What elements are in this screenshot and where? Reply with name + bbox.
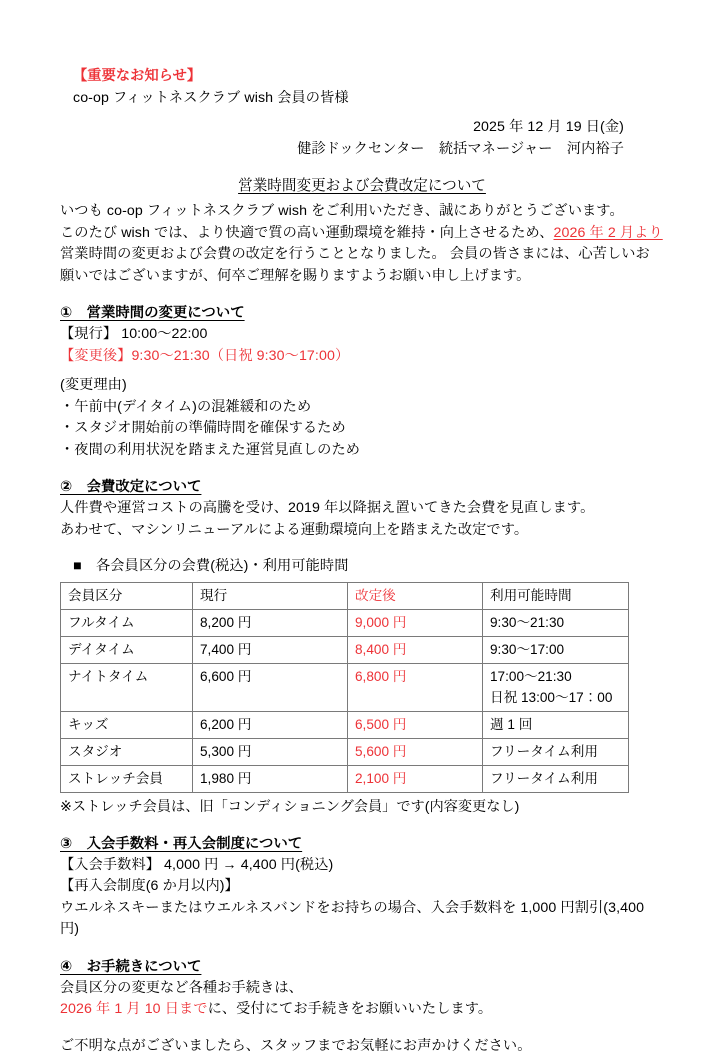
document-title-text: 営業時間変更および会費改定について [238, 178, 486, 194]
intro-part-a: このたび wish では、より快適で質の高い運動環境を維持・向上させるため、 [60, 225, 554, 241]
intro-paragraph [60, 223, 664, 288]
cell-category: ストレッチ会員 [61, 765, 193, 792]
spacer [60, 461, 664, 476]
section-4-heading [60, 956, 664, 978]
cell-hours-secondary: 日祝 13:00～17：00 [490, 687, 621, 708]
table-header-revised: 改定後 [348, 582, 483, 609]
procedure-deadline-line [60, 999, 664, 1021]
table-row [61, 663, 629, 711]
cell-revised-fee: 5,600 円 [348, 738, 483, 765]
current-hours-label: 【現行】 [60, 326, 117, 342]
cell-current-fee: 7,400 円 [193, 636, 348, 663]
procedure-line-1: 会員区分の変更など各種お手続きは、 [60, 978, 664, 1000]
table-row [61, 711, 629, 738]
spacer [60, 941, 664, 956]
table-row [61, 738, 629, 765]
intro-line-1: いつも co-op フィットネスクラブ wish をご利用いただき、誠にありがとうございます。 [60, 201, 664, 223]
table-header-hours: 利用可能時間 [483, 582, 629, 609]
document-body [60, 66, 664, 1057]
cell-hours [483, 663, 629, 711]
issuer-block [60, 117, 664, 160]
rejoin-description: ウエルネスキーまたはウエルネスバンドをお持ちの場合、入会手数料を 1,000 円割引(3,400 円) [60, 898, 664, 941]
table-header-row [61, 582, 629, 609]
table-row [61, 636, 629, 663]
section-2-line-2: あわせて、マシンリニューアルによる運動環境向上を踏まえた改定です。 [60, 520, 664, 542]
section-1-heading [60, 302, 664, 324]
section-2-line-1: 人件費や運営コストの高騰を受け、2019 年以降据え置いてきた会費を見直します。 [60, 498, 664, 520]
spacer [60, 287, 664, 302]
section-4-heading-text: ④ お手続きについて [60, 959, 201, 975]
issuer-name: 健診ドックセンター 統括マネージャー 河内裕子 [60, 139, 624, 161]
effective-date-highlight: 2026 年 2 月より [554, 225, 663, 241]
reason-item: ・夜間の利用状況を踏まえた運営見直しのため [60, 440, 664, 462]
cell-hours: フリータイム利用 [483, 765, 629, 792]
cell-category: スタジオ [61, 738, 193, 765]
document-title [60, 175, 664, 197]
intro-part-b: 営業時間の変更および会費の改定を行うこととなりました。 会員の皆さまには、心苦しいお願いではございますが、何卒ご理解を賜りますようお願い申し上げます。 [60, 246, 650, 284]
cell-hours-primary: 17:00～21:30 [490, 666, 621, 687]
closing-line: ご不明な点がございましたら、スタッフまでお気軽にお声かけください。 [60, 1036, 664, 1057]
cell-current-fee: 8,200 円 [193, 609, 348, 636]
current-hours-value: 10:00～22:00 [121, 326, 207, 342]
table-row [61, 609, 629, 636]
rejoin-label: 【再入会制度(6 か月以内)】 [60, 876, 664, 898]
cell-category: キッズ [61, 711, 193, 738]
cell-current-fee: 1,980 円 [193, 765, 348, 792]
important-notice-label: 【重要なお知らせ】 [73, 66, 664, 88]
fee-table-body [61, 582, 629, 792]
cell-current-fee: 6,600 円 [193, 663, 348, 711]
reason-item: ・午前中(デイタイム)の混雑緩和のため [60, 397, 664, 419]
cell-current-fee: 6,200 円 [193, 711, 348, 738]
table-footnote: ※ストレッチ会員は、旧「コンディショニング会員」です(内容変更なし) [60, 796, 664, 818]
deadline-highlight: 2026 年 1 月 10 日まで [60, 1001, 208, 1017]
spacer [60, 160, 664, 175]
spacer [60, 818, 664, 833]
reason-heading: (変更理由) [60, 375, 664, 397]
cell-revised-fee: 2,100 円 [348, 765, 483, 792]
spacer [60, 367, 664, 375]
section-2-heading-text: ② 会費改定について [60, 479, 201, 495]
cell-revised-fee: 6,800 円 [348, 663, 483, 711]
spacer [60, 109, 664, 117]
addressee-line: co-op フィットネスクラブ wish 会員の皆様 [73, 88, 664, 110]
current-hours-line [60, 324, 664, 346]
cell-hours: 週 1 回 [483, 711, 629, 738]
table-header-current: 現行 [193, 582, 348, 609]
issue-date: 2025 年 12 月 19 日(金) [60, 117, 624, 139]
spacer [60, 541, 664, 556]
table-caption: ■ 各会員区分の会費(税込)・利用可能時間 [60, 556, 664, 578]
cell-revised-fee: 9,000 円 [348, 609, 483, 636]
admission-fee-line: 【入会手数料】 4,000 円 → 4,400 円(税込) [60, 855, 664, 877]
deadline-rest: に、受付にてお手続きをお願いいたします。 [208, 1001, 493, 1017]
section-3-heading-text: ③ 入会手数料・再入会制度について [60, 836, 302, 852]
cell-revised-fee: 6,500 円 [348, 711, 483, 738]
section-3-heading [60, 833, 664, 855]
cell-hours: フリータイム利用 [483, 738, 629, 765]
cell-hours: 9:30～17:00 [483, 636, 629, 663]
notice-header [60, 66, 664, 109]
cell-current-fee: 5,300 円 [193, 738, 348, 765]
section-1-heading-text: ① 営業時間の変更について [60, 305, 245, 321]
section-2-heading [60, 476, 664, 498]
fee-table [60, 582, 629, 793]
table-header-category: 会員区分 [61, 582, 193, 609]
cell-category: ナイトタイム [61, 663, 193, 711]
cell-category: フルタイム [61, 609, 193, 636]
cell-hours: 9:30～21:30 [483, 609, 629, 636]
new-hours-line: 【変更後】9:30～21:30（日祝 9:30～17:00） [60, 346, 664, 368]
cell-category: デイタイム [61, 636, 193, 663]
reason-item: ・スタジオ開始前の準備時間を確保するため [60, 418, 664, 440]
table-row [61, 765, 629, 792]
cell-revised-fee: 8,400 円 [348, 636, 483, 663]
spacer [60, 1021, 664, 1036]
